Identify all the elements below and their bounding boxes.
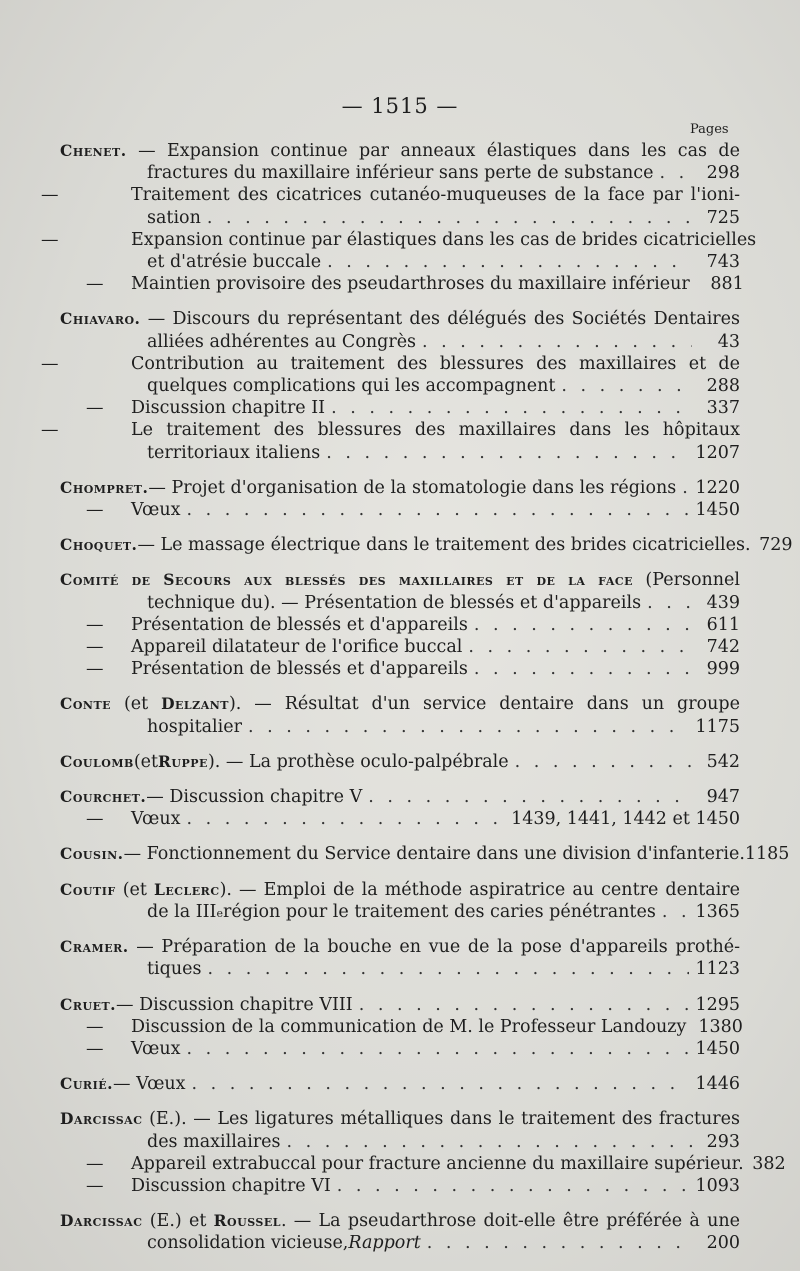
page-reference: 729 [759,535,793,556]
index-line [60,1232,740,1254]
dot-leader [515,751,692,773]
ditto-dash: — [86,614,104,635]
dot-leader [561,375,692,397]
ditto-dash: — [41,420,59,441]
entry-text: et d'atrésie buccale [147,252,322,273]
index-entry [60,843,790,865]
author-name: Chenet. [60,141,127,160]
index-entry [60,936,740,980]
page-reference: 1220 [695,477,740,498]
ditto-dash: — [86,398,104,419]
page-reference: 1175 [695,716,740,737]
page-reference: 288 [706,376,740,397]
entry-text: ). — Emploi de la méthode aspiratrice au centre dentaire [219,879,741,900]
entry-text: Expansion continue par élastiques dans les cas de brides cicatricielles [131,229,757,250]
entry-text: Discussion chapitre VI [131,1175,331,1196]
entry-text: . — La pseudarthrose doit-elle être préférée à une [280,1211,740,1232]
author-name: Conte [60,694,112,714]
dot-leader [192,1073,690,1095]
author-name: Delzant [161,694,229,714]
index-line [60,843,790,865]
entry-text: sation [147,207,201,228]
author-name: Leclerc [154,879,220,899]
index-line [60,1153,786,1175]
dot-leader [186,1038,689,1060]
page-reference: 293 [706,1131,740,1152]
page-reference: 1123 [695,959,740,980]
page-reference: 1093 [695,1175,740,1196]
page-reference: 1365 [695,901,740,922]
entry-text: (et [133,751,159,772]
index-entry [60,569,740,680]
dot-leader [647,592,692,614]
dot-leader [287,1131,692,1153]
index-line [60,273,744,295]
page-reference: 1207 [695,442,740,463]
entry-text: ). — Résultat d'un service dentaire dans un groupe [228,694,740,715]
index-line [60,936,740,958]
index-entry [60,1210,740,1254]
index-line [41,229,757,251]
index-line [60,499,740,521]
page-reference: 1295 [695,994,740,1015]
page-reference: 298 [706,163,740,184]
dot-leader [326,442,689,464]
index-line [60,207,740,229]
ditto-dash: — [86,1016,104,1037]
entry-text: territoriaux italiens [147,442,321,463]
dot-leader [659,162,692,184]
index-line: de la III e région pour le traitement des caries pénétrantes . . . 1365 [60,901,740,923]
entry-text: consolidation vicieuse, [147,1233,349,1254]
entry-text: Vœux [131,500,181,521]
index-line [60,569,740,591]
entry-text: Contribution au traitement des blessures des maxillaires et de [131,353,740,374]
entry-text: — Discussion chapitre V [146,787,363,808]
dot-leader [468,636,692,658]
author-name: Cramer. [60,937,129,957]
author-name: Darcissac [60,1211,143,1231]
entry-text: quelques complications qui les accompagnent [147,376,556,397]
index-line [60,958,740,980]
author-name: Curié. [60,1074,113,1094]
entry-text: Le traitement des blessures des maxillaires dans les hôpitaux [131,420,740,441]
author-name: Cruet. [60,994,117,1014]
index-entry [60,534,793,556]
page-reference: 337 [706,398,740,419]
entry-text: Discussion chapitre II [131,398,326,419]
entry-text: — Projet d'organisation de la stomatologie dans les régions [148,477,677,498]
entry-text: Appareil extrabuccal pour fracture ancienne du maxillaire supérieur. [131,1153,744,1174]
page-reference: 439 [706,592,740,613]
index-line [60,1210,740,1232]
index-line [60,879,740,901]
index-line [60,786,740,808]
pages-column-label: Pages [690,122,729,137]
ditto-dash: — [86,1175,104,1196]
dot-leader [368,786,692,808]
index-line [60,375,740,397]
dot-leader [186,808,505,830]
ditto-dash: — [41,229,59,250]
index-entry [60,477,740,521]
author-name: Coutif [60,879,116,899]
index-line [60,1108,740,1130]
dot-leader [337,1175,690,1197]
page-reference: 725 [706,207,740,228]
author-name: Ruppe [158,751,208,771]
page-reference: 743 [706,252,740,273]
page-reference: 947 [706,787,740,808]
page-reference: 1185 [744,844,790,865]
entry-text: Vœux [131,1038,181,1059]
ditto-dash: — [86,1153,104,1174]
dot-leader [427,1232,692,1254]
entry-text: — Fonctionnement du Service dentaire dans une division d'infanterie. [123,844,745,865]
entry-text: (et [111,694,162,715]
ditto-dash: — [86,1038,104,1059]
author-name: Chiavaro. [60,309,141,329]
page-reference: 611 [706,614,740,635]
entry-text: hospitalier [147,716,242,737]
dot-leader [327,251,692,273]
index-line [41,353,740,375]
dot-leader [474,614,692,636]
page-reference: 1380 [698,1016,743,1037]
dot-leader [359,994,690,1016]
index-line [60,808,740,830]
index-line [60,251,740,273]
author-name: Comité de Secours aux blessés des maxillaires et de la face [60,570,633,590]
index-entry [41,308,740,463]
entry-text: — Préparation de la bouche en vue de la pose d'appareils prothé- [128,937,740,958]
index-entry [60,786,740,830]
entry-text: Présentation de blessés et d'appareils [131,614,468,635]
index-line [60,1131,740,1153]
entry-text: de la III [147,901,217,922]
page-reference: 999 [706,659,740,680]
index-line [60,397,740,419]
entry-text: — Le massage électrique dans le traitement des brides cicatricielles. [137,535,751,556]
page-reference: 382 [752,1153,786,1174]
index-line [60,442,740,464]
author-name: Coulomb [60,751,134,771]
index-line [41,184,740,206]
index-line [60,1175,740,1197]
entry-text: (Personnel [633,570,740,591]
page-number: — 1515 — [341,94,459,118]
page-reference: 1446 [695,1074,740,1095]
ditto-dash: — [86,659,104,680]
entry-text: — Vœux [113,1074,186,1095]
entry-text: fractures du maxillaire inférieur sans perte de substance [147,163,654,184]
dot-leader [207,207,692,229]
author-name: Darcissac [60,1109,143,1129]
dot-leader [186,499,689,521]
ditto-dash: — [41,353,59,374]
entry-text: Présentation de blessés et d'appareils [131,659,468,680]
entry-text: Maintien provisoire des pseudarthroses du maxillaire inférieur [131,274,690,295]
dot-leader [422,331,692,353]
ditto-dash: — [86,274,104,295]
author-name: Courchet. [60,787,147,807]
index-line [60,636,740,658]
index-line [60,477,740,499]
index-line [60,751,740,773]
entry-text: des maxillaires [147,1131,281,1152]
dot-leader [682,477,689,499]
ditto-dash: — [86,637,104,658]
dot-leader [248,716,689,738]
entry-text: ). — La prothèse oculo-palpébrale [207,751,509,772]
author-name: Cousin. [60,844,124,864]
index-line [60,140,740,162]
index-line [60,716,740,738]
entry-text: tiques [147,959,202,980]
entry-text: Traitement des cicatrices cutanéo-muqueuses de la face par l'ioni- [131,185,740,206]
index-line [60,1073,740,1095]
entry-text: (et [115,879,155,900]
entry-text: alliées adhérentes au Congrès [147,331,417,352]
page-reference: 200 [706,1233,740,1254]
entry-text: technique du). — Présentation de blessés et d'appareils [147,592,642,613]
index-entry [60,693,740,737]
entry-text: Appareil dilatateur de l'orifice buccal [131,637,463,658]
entry-text: — Expansion continue par anneaux élastiques dans les cas de [126,141,740,161]
ditto-dash: — [41,185,59,206]
index-line [60,658,740,680]
index-line [60,614,740,636]
author-name: Choquet. [60,535,138,555]
page-reference: 1450 [695,500,740,521]
index-entry [60,994,743,1061]
page-reference: 742 [706,637,740,658]
author-name: Chompret. [60,477,149,497]
page-reference: 542 [706,751,740,772]
entry-text: — Discours du représentant des délégués des Sociétés Dentaires [140,309,740,330]
entry-text: Vœux [131,809,181,830]
index-line [60,1038,740,1060]
author-index [41,140,793,1268]
ditto-dash: — [86,500,104,521]
ditto-dash: — [86,809,104,830]
index-entry [60,1108,786,1197]
entry-text: (E.) et [142,1211,214,1232]
index-line [60,162,740,184]
entry-text: — Discussion chapitre VIII [116,994,353,1015]
dot-leader [474,658,692,680]
entry-italic: Rapport [348,1233,421,1254]
entry-text: région pour le traitement des caries pénétrantes [222,901,656,922]
index-line [60,308,740,330]
entry-text: Discussion de la communication de M. le Professeur Landouzy [131,1016,687,1037]
index-line [60,1016,743,1038]
index-entry [41,140,757,295]
dot-leader [662,901,690,923]
page-reference: 43 [717,331,740,352]
index-line [60,693,740,715]
dot-leader [331,397,692,419]
index-line [60,331,740,353]
page-reference: 881 [710,274,744,295]
entry-text: (E.). — Les ligatures métalliques dans le traitement des fractures [142,1109,740,1130]
page-reference: 1439, 1441, 1442 et 1450 [511,809,740,830]
index-line [60,592,740,614]
index-entry [60,1073,740,1095]
index-entry [60,751,740,773]
page-reference: 1450 [695,1038,740,1059]
index-line [60,994,740,1016]
dot-leader [207,958,689,980]
index-line [41,419,740,441]
index-line [60,534,793,556]
index-entry [60,879,740,923]
author-name: Roussel [213,1211,281,1231]
